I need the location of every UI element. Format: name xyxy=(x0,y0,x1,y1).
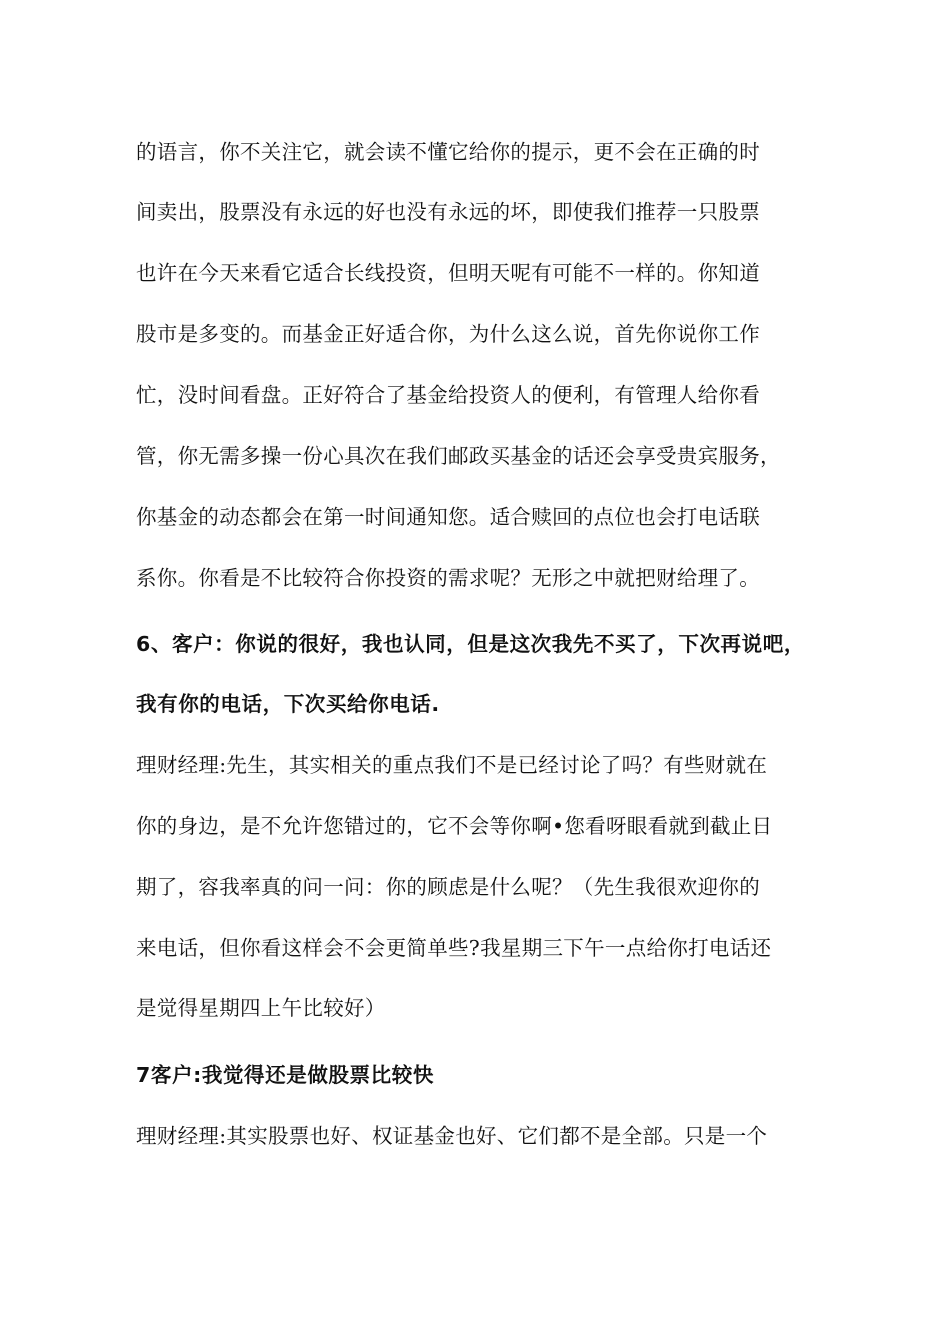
text-line-2: 间卖出，股票没有永远的好也没有永远的坏，即使我们推荐一只股票 xyxy=(136,200,760,224)
text-line-13: 期了，容我率真的问一问：你的顾虑是什么呢？（先生我很欢迎你的 xyxy=(136,875,760,899)
text-line-1: 的语言，你不关注它，就会读不懂它给你的提示，更不会在正确的时 xyxy=(136,140,760,164)
text-line-14: 来电话，但你看这样会不会更简单些?我星期三下午一点给你打电话还 xyxy=(136,936,772,960)
text-line-15: 是觉得星期四上午比较好） xyxy=(136,996,386,1020)
text-line-4: 股市是多变的。而基金正好适合你，为什么这么说，首先你说你工作 xyxy=(136,322,760,346)
text-line-17: 理财经理:其实股票也好、权证基金也好、它们都不是全部。只是一个 xyxy=(136,1124,768,1148)
text-line-5: 忙，没时间看盘。正好符合了基金给投资人的便利，有管理人给你看 xyxy=(136,383,760,407)
question-heading-7: 7客户:我觉得还是做股票比较快 xyxy=(136,1063,434,1087)
text-line-3: 也许在今天来看它适合长线投资，但明天呢有可能不一样的。你知道 xyxy=(136,261,760,285)
question-heading-6-cont: 我有你的电话，下次买给你电话. xyxy=(136,692,440,716)
question-heading-6: 6、客户：你说的很好，我也认同，但是这次我先不买了，下次再说吧， xyxy=(136,632,805,656)
text-line-12: 你的身边，是不允许您错过的，它不会等你啊•您看呀眼看就到截止日 xyxy=(136,814,773,838)
text-line-6: 管，你无需多操一份心具次在我们邮政买基金的话还会享受贵宾服务， xyxy=(136,444,781,468)
text-line-7: 你基金的动态都会在第一时间通知您。适合赎回的点位也会打电话联 xyxy=(136,505,760,529)
text-line-8: 系你。你看是不比较符合你投资的需求呢？无形之中就把财给理了。 xyxy=(136,566,760,590)
text-line-11: 理财经理:先生，其实相关的重点我们不是已经讨论了吗？有些财就在 xyxy=(136,753,768,777)
